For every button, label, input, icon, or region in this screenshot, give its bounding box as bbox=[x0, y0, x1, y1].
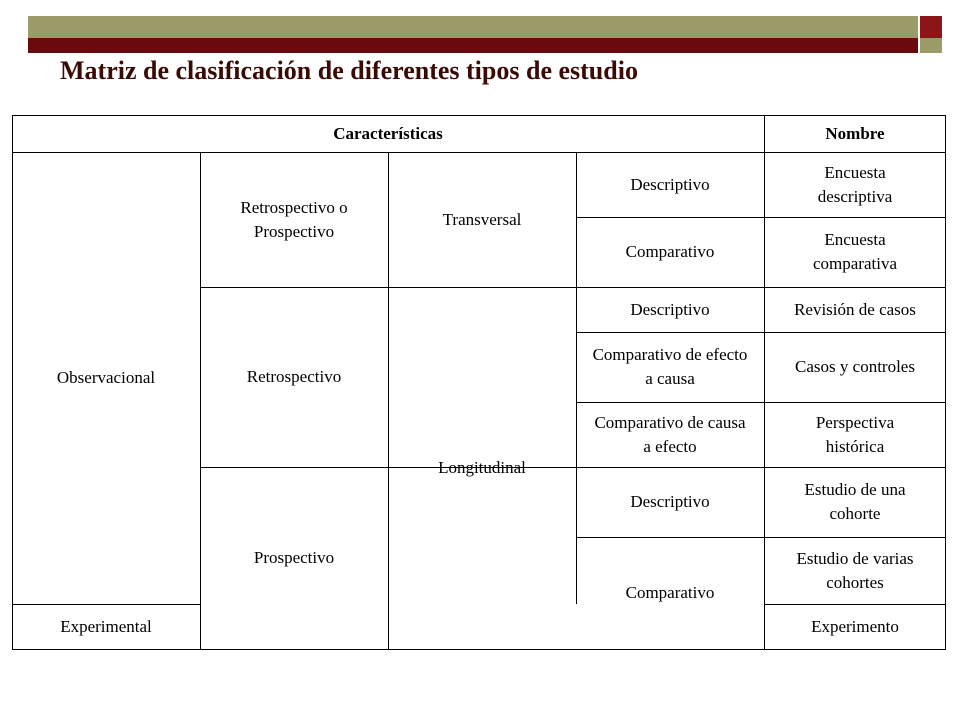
header-bar-olive bbox=[28, 16, 918, 38]
cell-estudio-de-varias-cohortes: Estudio de varias cohortes bbox=[796, 548, 914, 592]
cell-retrospectivo: Retrospectivo bbox=[246, 367, 342, 386]
cell-retro-comparativo-efecto-causa: Comparativo de efecto a causa bbox=[592, 345, 748, 388]
cell-casos-y-controles: Casos y controles bbox=[795, 357, 915, 376]
cell-longitudinal: Longitudinal bbox=[438, 458, 526, 477]
cell-prospectivo: Prospectivo bbox=[253, 548, 335, 567]
header-nombre: Nombre bbox=[825, 123, 885, 143]
cell-pros-comparativo: Comparativo bbox=[625, 583, 715, 602]
cell-retro-descriptivo: Descriptivo bbox=[630, 299, 710, 319]
cell-encuesta-descriptiva: Encuesta descriptiva bbox=[817, 162, 893, 206]
table-border-bottom bbox=[12, 649, 946, 650]
header-square-maroon bbox=[920, 16, 942, 38]
header-bar-maroon bbox=[28, 38, 918, 53]
cell-transversal: Transversal bbox=[442, 209, 522, 229]
header-caracteristicas: Características bbox=[333, 123, 443, 143]
cell-retrospectivo-o-prospectivo: Retrospectivo o Prospectivo bbox=[240, 197, 348, 241]
page-title: Matriz de clasificación de diferentes tipos de estudio bbox=[60, 56, 638, 85]
cell-experimento: Experimento bbox=[811, 616, 899, 636]
cell-estudio-de-una-cohorte: Estudio de una cohorte bbox=[804, 480, 906, 523]
cell-transversal-comparativo: Comparativo bbox=[625, 242, 715, 261]
classification-table bbox=[12, 115, 946, 650]
cell-observacional: Observacional bbox=[56, 368, 156, 387]
cell-transversal-descriptivo: Descriptivo bbox=[630, 174, 710, 194]
header-square-olive bbox=[920, 38, 942, 53]
cell-perspectiva-historica: Perspectiva histórica bbox=[815, 412, 895, 456]
cell-retro-comparativo-causa-efecto: Comparativo de causa a efecto bbox=[594, 412, 746, 456]
cell-revision-de-casos: Revisión de casos bbox=[794, 299, 916, 319]
cell-experimental: Experimental bbox=[60, 616, 152, 636]
cell-pros-descriptivo: Descriptivo bbox=[630, 492, 710, 511]
cell-encuesta-comparativa: Encuesta comparativa bbox=[812, 230, 897, 273]
